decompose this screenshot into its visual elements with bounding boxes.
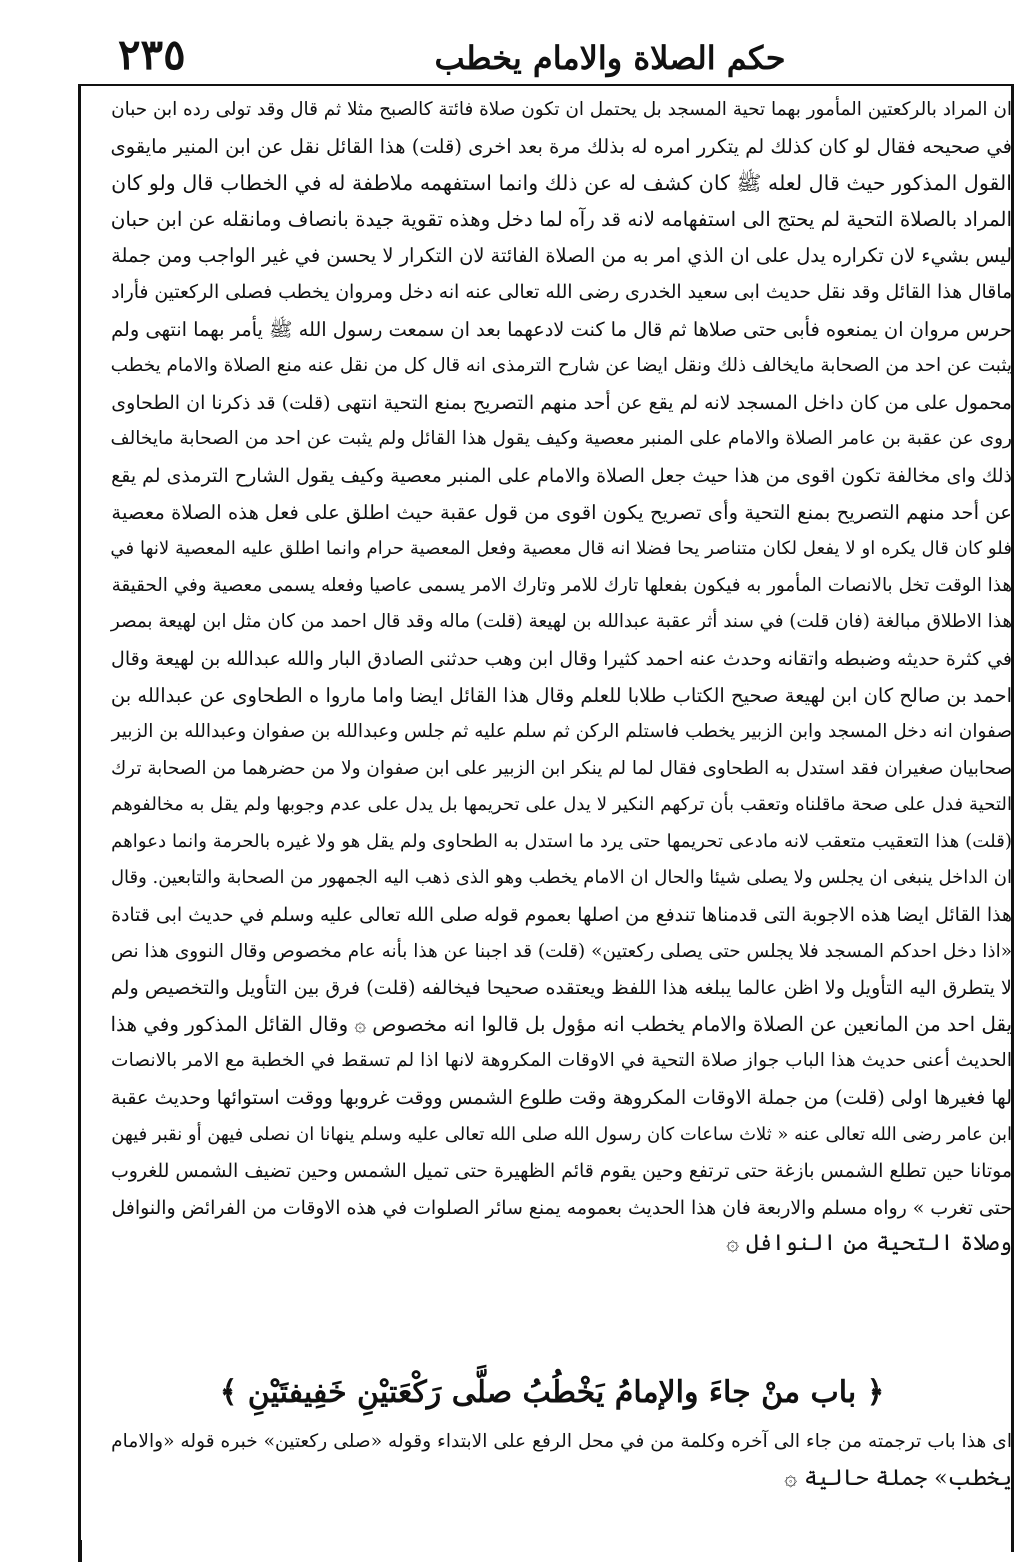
- text-line: اى هذا باب ترجمته من جاء الى آخره وكلمة من في محل الرفع على الابتداء وقوله «صلى ركعتين» خبره قوله «والامام: [111, 1431, 1012, 1452]
- running-head: حكم الصلاة والامام يخطب: [434, 39, 786, 77]
- margin-mark: [78, 1540, 82, 1562]
- text-line: المراد بالصلاة التحية لم يحتج الى استفهامه لانه قد رآه لما دخل وهذه تقوية جيدة بانصاف ومانقله عن ابن حبان: [110, 207, 1012, 231]
- text-line: وصلاة التحية من النوافل ۞: [726, 1231, 1012, 1257]
- text-line: ماقال هذا القائل وقد نقل حديث ابى سعيد الخدرى رضى الله تعالى عنه انه دخل ومروان يخطب فصلى الركعتين فأراد: [111, 281, 1012, 303]
- text-line: احمد بن صالح كان ابن لهيعة صحيح الكتاب طلابا للعلم وقال هذا القائل ايضا واما ماروا ه الطحاوى عن عبدالله بن: [110, 683, 1012, 707]
- text-line: «اذا دخل احدكم المسجد فلا يجلس حتى يصلى ركعتين» (قلت) قد اجبنا عن هذا بأنه عام مخصوص وقال النووى هذا نص: [110, 940, 1012, 962]
- text-line: يثبت عن احد من الصحابة مايخالف ذلك ونقل ايضا عن شارح الترمذى انه قال كل من نقل عنه منع الصلاة والامام يخطب: [110, 355, 1012, 377]
- text-line: ليس بشيء لان تكراره يدل على ان الذي امر به من الصلاة الفائتة لان التكرار لا يحسن في غير الواجب ومن جملة: [111, 244, 1012, 268]
- text-line: روى عن عقبة بن عامر الصلاة والامام على المنبر معصية وكيف يقول هذا القائل ولم يثبت عن احد من الصحابة مايخالف: [110, 428, 1012, 450]
- text-line: في صحيحه فقال لو كان كذلك لم يتكرر امره له بذلك مرة بعد اخرى (قلت) هذا القائل نقل عن ابن المنير مايقوى: [110, 134, 1012, 158]
- text-line: حرس مروان ان يمنعوه فأبى حتى صلاها ثم قال ما كنت لادعهما بعد ان سمعت رسول الله ﷺ يأمر بهما انتهى ولم: [111, 317, 1012, 341]
- text-line: فلو كان قال يكره او لا يفعل لكان متناصر يحا فضلا انه قال معصية وفعل المعصية حرام وانما اطلق عليه المعصية لانها في: [110, 538, 1012, 560]
- text-line: ابن عامر رضى الله تعالى عنه « ثلاث ساعات كان رسول الله صلى الله تعالى عليه وسلم ينهانا ان نصلى فيهن أو نقبر فيهن: [111, 1123, 1012, 1145]
- text-line: ان المراد بالركعتين المأمور بهما تحية المسجد بل يحتمل ان تكون صلاة فائتة كالصبح مثلا ثم قال وقد تولى رده ابن حبان: [111, 99, 1012, 120]
- text-line: موتانا حين تطلع الشمس بازغة حتى ترتفع وحين يقوم قائم الظهيرة حتى تميل الشمس وحين تضيف الشمس للغروب: [111, 1160, 1012, 1183]
- text-line: ان الداخل ينبغى ان يجلس ولا يصلى شيئا والحال ان الامام يخطب وهو الذى ذهب اليه الجمهور من الصحابة والتابعين. وقال: [110, 867, 1012, 889]
- text-line: هذا الوقت تخل بالانصات المأمور به فيكون بفعلها تارك للامر وتارك الامر يسمى عاصيا وفعله يسمى معصية وفي الحقيقة: [111, 574, 1012, 596]
- text-line: (قلت) هذا التعقيب متعقب لانه مادعى تحريمها حتى يرد ما استدل به الطحاوى ولم يقل هو ولا غيره بالحرمة وانما دعواهم: [111, 830, 1012, 852]
- text-line: ذلك واى مخالفة تكون اقوى من هذا حيث جعل الصلاة والامام على المنبر معصية وكيف يقول الشارح الترمذى لم يقع: [111, 464, 1012, 487]
- text-line: التحية فدل على صحة ماقلناه وتعقب بأن تركهم النكير لا يدل على تحريمها بل يدل على عدم وجوبها ولم يقل به مخالفوهم: [111, 794, 1012, 816]
- text-line: صفوان انه دخل المسجد وابن الزبير يخطب فاستلم الركن ثم سلم عليه ثم جلس وعبدالله بن صفوان وعبدالله بن الزبير: [111, 721, 1012, 743]
- text-line: محمول على من كان داخل المسجد لانه لم يقع عن أحد منهم التصريح بمنع التحية انتهى (قلت) قد ذكرنا ان الطحاوى: [111, 391, 1012, 414]
- text-line: حتى تغرب » رواه مسلم والاربعة فان هذا الحديث بعمومه يمنع سائر الصلوات في هذه الاوقات من الفرائض والنوافل: [111, 1196, 1012, 1219]
- body-text: [92, 92, 1012, 1263]
- text-line: يخطب» جملة حالية ۞: [784, 1465, 1012, 1491]
- text-line: عن أحد منهم التصريح بمنع التحية وأى تصريح يكون اقوى من قول عقبة حيث اطلق على فعل هذه الصلاة معصية: [111, 500, 1012, 524]
- text-line: الحديث أعنى حديث هذا الباب جواز صلاة التحية في الاوقات المكروهة لانها اذا لم تسقط في الخطبة مع الامر بالانصات: [111, 1050, 1012, 1072]
- text-line: لا يتطرق اليه التأويل ولا اظن عالما يبلغه هذا اللفظ ويعتقده صحيحا فيخالفه (قلت) فرق بين التأويل والتخصيص ولم: [110, 976, 1012, 1000]
- text-line: يقل احد من المانعين عن الصلاة والامام يخطب انه مؤول بل قالوا انه مخصوص ۞ وقال القائل المذكور وفي هذا: [110, 1012, 1012, 1036]
- text-line: القول المذكور حيث قال لعله ﷺ كان كشف له عن ذلك وانما استفهمه ملاطفة له في الخطاب قال ولو كان: [111, 171, 1012, 196]
- chapter-heading: ﴿ باب منْ جاءَ والإمامُ يَخْطُبُ صلَّى رَكْعَتيْنِ خَفِيفتَيْنِ ﴾: [219, 1375, 885, 1410]
- text-line: صحابيان صغيران فقد استدل به الطحاوى فقال لما لم ينكر ابن الزبير على ابن صفوان ولا من حضرهما من الصحابة ترك: [111, 757, 1012, 779]
- text-line: لها فغيرها اولى (قلت) من جملة الاوقات المكروهة وقت طلوع الشمس ووقت غروبها ووقت استوائها وحديث عقبة: [110, 1086, 1012, 1110]
- text-line: في كثرة حديثه وضبطه واتقانه وحدث عنه احمد كثيرا وقال ابن وهب حدثنى الصادق البار والله عبدالله بن لهيعة وقال: [111, 647, 1012, 670]
- commentary: [92, 1424, 1012, 1497]
- page-number: ٢٣٥: [118, 30, 186, 79]
- text-line: هذا الاطلاق مبالغة (فان قلت) في سند أثر عقبة عبدالله بن لهيعة (قلت) ماله وقد قال احمد من كان مثل ابن لهيعة بمصر: [110, 611, 1012, 633]
- text-line: هذا القائل ايضا هذه الاجوبة التى قدمناها تندفع من اصلها بعموم قوله صلى الله تعالى عليه وسلم في حديث ابى قتادة: [111, 904, 1012, 927]
